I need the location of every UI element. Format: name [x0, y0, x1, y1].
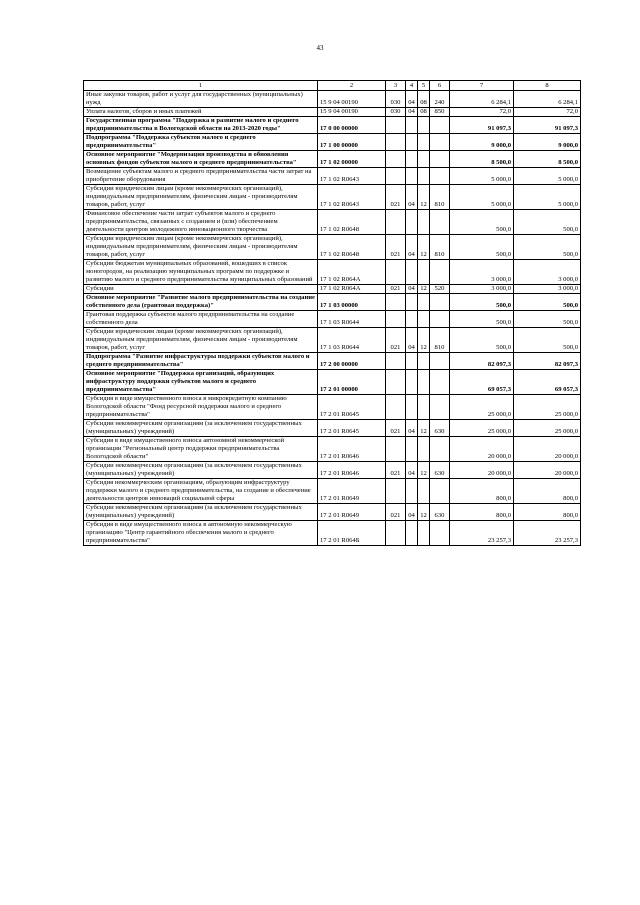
row-amount-col8-cell: 500,0 — [514, 328, 581, 353]
row-section-cell: 04 — [406, 185, 418, 210]
row-name-cell: Субсидии юридическим лицам (кроме некоммерческих организаций), индивидуальным предпринимателям, физическим лицам - производителям товаров, работ, услуг — [84, 185, 318, 210]
row-amount-col8-cell: 500,0 — [514, 294, 581, 311]
row-subsection-cell — [418, 521, 430, 546]
row-expense-type-cell: 810 — [430, 328, 450, 353]
row-code-cell: 17 1 03 R0644 — [318, 328, 386, 353]
row-code-cell: 17 1 02 00000 — [318, 151, 386, 168]
row-expense-type-cell: 630 — [430, 462, 450, 479]
row-expense-type-cell — [430, 294, 450, 311]
row-section-cell: 04 — [406, 91, 418, 108]
row-subsection-cell — [418, 311, 430, 328]
row-amount-col8-cell: 500,0 — [514, 210, 581, 235]
row-name-cell: Государственная программа "Поддержка и развитие малого и среднего предпринимательства в Вологодской области на 2013-2020 годы" — [84, 117, 318, 134]
row-amount-col8-cell: 72,0 — [514, 108, 581, 117]
row-section-cell — [406, 311, 418, 328]
row-amount-col8-cell: 20 000,0 — [514, 462, 581, 479]
row-section-cell: 04 — [406, 504, 418, 521]
row-amount-col8-cell: 25 000,0 — [514, 420, 581, 437]
row-grbs-cell — [386, 260, 406, 285]
row-amount-col8-cell: 6 284,1 — [514, 91, 581, 108]
row-subsection-cell — [418, 210, 430, 235]
row-subsection-cell: 12 — [418, 285, 430, 294]
row-amount-col7-cell: 6 284,1 — [450, 91, 514, 108]
row-name-cell: Основное мероприятие "Модернизация производства и обновления основных фондов субъектов малого и среднего предпринимательства" — [84, 151, 318, 168]
row-grbs-cell — [386, 117, 406, 134]
row-amount-col7-cell: 72,0 — [450, 108, 514, 117]
header-col-6: 6 — [430, 81, 450, 91]
row-name-cell: Субсидии юридическим лицам (кроме некоммерческих организаций), индивидуальным предпринимателям, физическим лицам - производителям товаров, работ, услуг — [84, 235, 318, 260]
row-code-cell: 15 9 04 00190 — [318, 108, 386, 117]
row-amount-col8-cell: 800,0 — [514, 479, 581, 504]
row-expense-type-cell — [430, 521, 450, 546]
row-amount-col8-cell: 800,0 — [514, 504, 581, 521]
table-row — [84, 185, 581, 210]
row-name-cell: Субсидии некоммерческим организациям (за исключением государственных (муниципальных) учреждений) — [84, 504, 318, 521]
row-name-cell: Подпрограмма "Развитие инфраструктуры поддержки субъектов малого и среднего предпринимательства" — [84, 353, 318, 370]
row-grbs-cell: 021 — [386, 420, 406, 437]
header-col-2: 2 — [318, 81, 386, 91]
row-code-cell: 17 2 01 R0646 — [318, 462, 386, 479]
row-code-cell: 17 0 00 00000 — [318, 117, 386, 134]
table-row — [84, 311, 581, 328]
header-col-4: 4 — [406, 81, 418, 91]
row-expense-type-cell — [430, 151, 450, 168]
row-subsection-cell — [418, 353, 430, 370]
table-header-row — [84, 81, 581, 91]
row-expense-type-cell — [430, 117, 450, 134]
row-expense-type-cell: 810 — [430, 235, 450, 260]
row-grbs-cell: 021 — [386, 285, 406, 294]
row-amount-col7-cell: 5 000,0 — [450, 185, 514, 210]
row-amount-col8-cell: 69 057,3 — [514, 370, 581, 395]
row-code-cell: 17 2 01 00000 — [318, 370, 386, 395]
row-grbs-cell — [386, 395, 406, 420]
row-subsection-cell — [418, 151, 430, 168]
row-subsection-cell — [418, 479, 430, 504]
row-amount-col7-cell: 500,0 — [450, 210, 514, 235]
table-row — [84, 210, 581, 235]
row-name-cell: Субсидия в виде имущественного взноса в микрокредитную компанию Вологодской области "Фонд ресурсной поддержки малого и среднего предпринимательства" — [84, 395, 318, 420]
row-amount-col8-cell: 3 000,0 — [514, 285, 581, 294]
header-col-3: 3 — [386, 81, 406, 91]
row-amount-col8-cell: 500,0 — [514, 235, 581, 260]
row-code-cell: 17 1 02 R064A — [318, 260, 386, 285]
row-section-cell: 04 — [406, 108, 418, 117]
row-code-cell: 17 1 02 R0643 — [318, 185, 386, 210]
row-code-cell: 17 2 01 R064Б — [318, 521, 386, 546]
row-expense-type-cell — [430, 210, 450, 235]
table-row — [84, 168, 581, 185]
row-subsection-cell: 12 — [418, 328, 430, 353]
header-col-8: 8 — [514, 81, 581, 91]
table-row — [84, 395, 581, 420]
row-amount-col8-cell: 5 000,0 — [514, 185, 581, 210]
row-subsection-cell — [418, 294, 430, 311]
row-amount-col7-cell: 20 000,0 — [450, 462, 514, 479]
row-subsection-cell: 12 — [418, 420, 430, 437]
row-section-cell — [406, 151, 418, 168]
header-col-1: 1 — [84, 81, 318, 91]
row-subsection-cell: 08 — [418, 91, 430, 108]
row-amount-col7-cell: 20 000,0 — [450, 437, 514, 462]
row-amount-col8-cell: 20 000,0 — [514, 437, 581, 462]
row-grbs-cell: 021 — [386, 185, 406, 210]
row-subsection-cell — [418, 168, 430, 185]
row-expense-type-cell: 630 — [430, 420, 450, 437]
table-row — [84, 462, 581, 479]
row-name-cell: Финансовое обеспечение части затрат субъектов малого и среднего предпринимательства, связанных с созданием и (или) обеспечением деятельности центров молодежного инновационного творчества — [84, 210, 318, 235]
row-code-cell: 17 1 00 00000 — [318, 134, 386, 151]
row-subsection-cell — [418, 437, 430, 462]
row-section-cell — [406, 370, 418, 395]
row-name-cell: Субсидии некоммерческим организациям (за исключением государственных (муниципальных) учреждений) — [84, 462, 318, 479]
row-name-cell: Основное мероприятие "Развитие малого предпринимательства на создание собственного дела (грантовая поддержка)" — [84, 294, 318, 311]
row-amount-col8-cell: 25 000,0 — [514, 395, 581, 420]
row-section-cell: 04 — [406, 462, 418, 479]
row-subsection-cell — [418, 134, 430, 151]
row-expense-type-cell: 630 — [430, 504, 450, 521]
table-row — [84, 521, 581, 546]
header-col-5: 5 — [418, 81, 430, 91]
row-expense-type-cell — [430, 395, 450, 420]
row-grbs-cell: 021 — [386, 235, 406, 260]
row-amount-col7-cell: 800,0 — [450, 504, 514, 521]
table-row — [84, 91, 581, 108]
row-grbs-cell — [386, 521, 406, 546]
row-grbs-cell — [386, 134, 406, 151]
row-expense-type-cell — [430, 260, 450, 285]
row-expense-type-cell — [430, 437, 450, 462]
row-section-cell: 04 — [406, 420, 418, 437]
row-grbs-cell — [386, 353, 406, 370]
row-expense-type-cell — [430, 370, 450, 395]
table-body — [84, 91, 581, 546]
row-amount-col8-cell: 5 000,0 — [514, 168, 581, 185]
row-section-cell — [406, 353, 418, 370]
row-code-cell: 17 1 02 R0648 — [318, 235, 386, 260]
table-row — [84, 285, 581, 294]
row-code-cell: 17 2 01 R0646 — [318, 437, 386, 462]
row-amount-col7-cell: 9 000,0 — [450, 134, 514, 151]
row-amount-col8-cell: 91 097,3 — [514, 117, 581, 134]
row-amount-col7-cell: 500,0 — [450, 235, 514, 260]
row-name-cell: Основное мероприятие "Поддержка организаций, образующих инфраструктуру поддержки субъектов малого и среднего предпринимательства" — [84, 370, 318, 395]
row-grbs-cell: 021 — [386, 462, 406, 479]
row-grbs-cell — [386, 294, 406, 311]
row-amount-col7-cell: 69 057,3 — [450, 370, 514, 395]
row-expense-type-cell — [430, 134, 450, 151]
row-amount-col8-cell: 82 097,3 — [514, 353, 581, 370]
row-section-cell — [406, 168, 418, 185]
row-amount-col8-cell: 8 500,0 — [514, 151, 581, 168]
row-grbs-cell — [386, 151, 406, 168]
row-section-cell — [406, 117, 418, 134]
budget-table — [83, 80, 581, 546]
table-row — [84, 151, 581, 168]
table-row — [84, 479, 581, 504]
row-subsection-cell: 12 — [418, 235, 430, 260]
row-name-cell: Субсидии некоммерческим организациям (за исключением государственных (муниципальных) учреждений) — [84, 420, 318, 437]
row-subsection-cell — [418, 260, 430, 285]
row-expense-type-cell — [430, 168, 450, 185]
row-amount-col7-cell: 3 000,0 — [450, 260, 514, 285]
table-row — [84, 328, 581, 353]
row-name-cell: Субсидии бюджетам муниципальных образований, вошедших в список моногородов, на реализацию муниципальных программ по поддержке и развитию малого и среднего предпринимательства муниципальных образований — [84, 260, 318, 285]
table-row — [84, 235, 581, 260]
row-name-cell: Уплата налогов, сборов и иных платежей — [84, 108, 318, 117]
row-expense-type-cell: 240 — [430, 91, 450, 108]
row-grbs-cell — [386, 437, 406, 462]
row-subsection-cell — [418, 117, 430, 134]
row-amount-col7-cell: 5 000,0 — [450, 168, 514, 185]
row-section-cell — [406, 294, 418, 311]
table-row — [84, 420, 581, 437]
row-expense-type-cell — [430, 479, 450, 504]
row-expense-type-cell: 520 — [430, 285, 450, 294]
row-grbs-cell: 030 — [386, 91, 406, 108]
row-grbs-cell — [386, 479, 406, 504]
row-code-cell: 17 1 03 R0644 — [318, 311, 386, 328]
row-code-cell: 17 1 02 R064A — [318, 285, 386, 294]
row-amount-col8-cell: 3 000,0 — [514, 260, 581, 285]
row-expense-type-cell: 810 — [430, 185, 450, 210]
row-amount-col8-cell: 9 000,0 — [514, 134, 581, 151]
row-name-cell: Субсидия в виде имущественного взноса в автономную некоммерческую организацию "Центр гарантийного обеспечения малого и среднего предпринимательства" — [84, 521, 318, 546]
row-section-cell — [406, 437, 418, 462]
table-row — [84, 437, 581, 462]
row-subsection-cell: 12 — [418, 462, 430, 479]
row-code-cell: 17 2 01 R0645 — [318, 395, 386, 420]
table-row — [84, 108, 581, 117]
table-row — [84, 353, 581, 370]
row-section-cell: 04 — [406, 328, 418, 353]
row-expense-type-cell: 850 — [430, 108, 450, 117]
row-name-cell: Субсидии — [84, 285, 318, 294]
header-col-7: 7 — [450, 81, 514, 91]
table-row — [84, 117, 581, 134]
row-code-cell: 15 9 04 00190 — [318, 91, 386, 108]
row-code-cell: 17 1 03 00000 — [318, 294, 386, 311]
row-amount-col7-cell: 500,0 — [450, 294, 514, 311]
row-amount-col7-cell: 91 097,3 — [450, 117, 514, 134]
row-code-cell: 17 1 02 R0648 — [318, 210, 386, 235]
row-amount-col7-cell: 23 257,3 — [450, 521, 514, 546]
row-amount-col8-cell: 23 257,3 — [514, 521, 581, 546]
table-row — [84, 260, 581, 285]
table-row — [84, 504, 581, 521]
row-grbs-cell — [386, 370, 406, 395]
row-amount-col7-cell: 25 000,0 — [450, 420, 514, 437]
row-subsection-cell: 12 — [418, 185, 430, 210]
row-amount-col7-cell: 3 000,0 — [450, 285, 514, 294]
page-number: 43 — [316, 44, 324, 52]
row-grbs-cell: 030 — [386, 108, 406, 117]
row-section-cell — [406, 479, 418, 504]
row-name-cell: Субсидии юридическим лицам (кроме некоммерческих организаций), индивидуальным предпринимателям, физическим лицам - производителям товаров, работ, услуг — [84, 328, 318, 353]
table-row — [84, 134, 581, 151]
row-name-cell: Возмещение субъектам малого и среднего предпринимательства части затрат на приобретение оборудования — [84, 168, 318, 185]
row-grbs-cell — [386, 311, 406, 328]
row-subsection-cell — [418, 395, 430, 420]
row-amount-col7-cell: 25 000,0 — [450, 395, 514, 420]
row-code-cell: 17 2 00 00000 — [318, 353, 386, 370]
row-name-cell: Подпрограмма "Поддержка субъектов малого и среднего предпринимательства" — [84, 134, 318, 151]
row-section-cell: 04 — [406, 235, 418, 260]
row-code-cell: 17 1 02 R0643 — [318, 168, 386, 185]
row-section-cell — [406, 521, 418, 546]
row-grbs-cell: 021 — [386, 504, 406, 521]
row-amount-col7-cell: 800,0 — [450, 479, 514, 504]
row-section-cell: 04 — [406, 285, 418, 294]
row-name-cell: Иные закупки товаров, работ и услуг для государственных (муниципальных) нужд — [84, 91, 318, 108]
row-subsection-cell: 08 — [418, 108, 430, 117]
row-amount-col7-cell: 82 097,3 — [450, 353, 514, 370]
row-section-cell — [406, 210, 418, 235]
row-section-cell — [406, 260, 418, 285]
row-expense-type-cell — [430, 353, 450, 370]
row-grbs-cell: 021 — [386, 328, 406, 353]
row-expense-type-cell — [430, 311, 450, 328]
row-grbs-cell — [386, 168, 406, 185]
row-name-cell: Субсидия в виде имущественного взноса автономной некоммерческой организации "Региональный центр поддержки предпринимательства Вологодской области" — [84, 437, 318, 462]
row-code-cell: 17 2 01 R0649 — [318, 504, 386, 521]
row-section-cell — [406, 395, 418, 420]
row-subsection-cell: 12 — [418, 504, 430, 521]
row-name-cell: Субсидия некоммерческим организациям, образующим инфраструктуру поддержки малого и среднего предпринимательства, на создание и обеспечение деятельности центров инноваций социальной сферы — [84, 479, 318, 504]
row-amount-col7-cell: 500,0 — [450, 311, 514, 328]
row-amount-col7-cell: 8 500,0 — [450, 151, 514, 168]
row-amount-col7-cell: 500,0 — [450, 328, 514, 353]
row-name-cell: Грантовая поддержка субъектов малого предпринимательства на создание собственного дела — [84, 311, 318, 328]
table-row — [84, 370, 581, 395]
row-grbs-cell — [386, 210, 406, 235]
row-amount-col8-cell: 500,0 — [514, 311, 581, 328]
row-code-cell: 17 2 01 R0645 — [318, 420, 386, 437]
table-row — [84, 294, 581, 311]
row-subsection-cell — [418, 370, 430, 395]
row-code-cell: 17 2 01 R0649 — [318, 479, 386, 504]
row-section-cell — [406, 134, 418, 151]
